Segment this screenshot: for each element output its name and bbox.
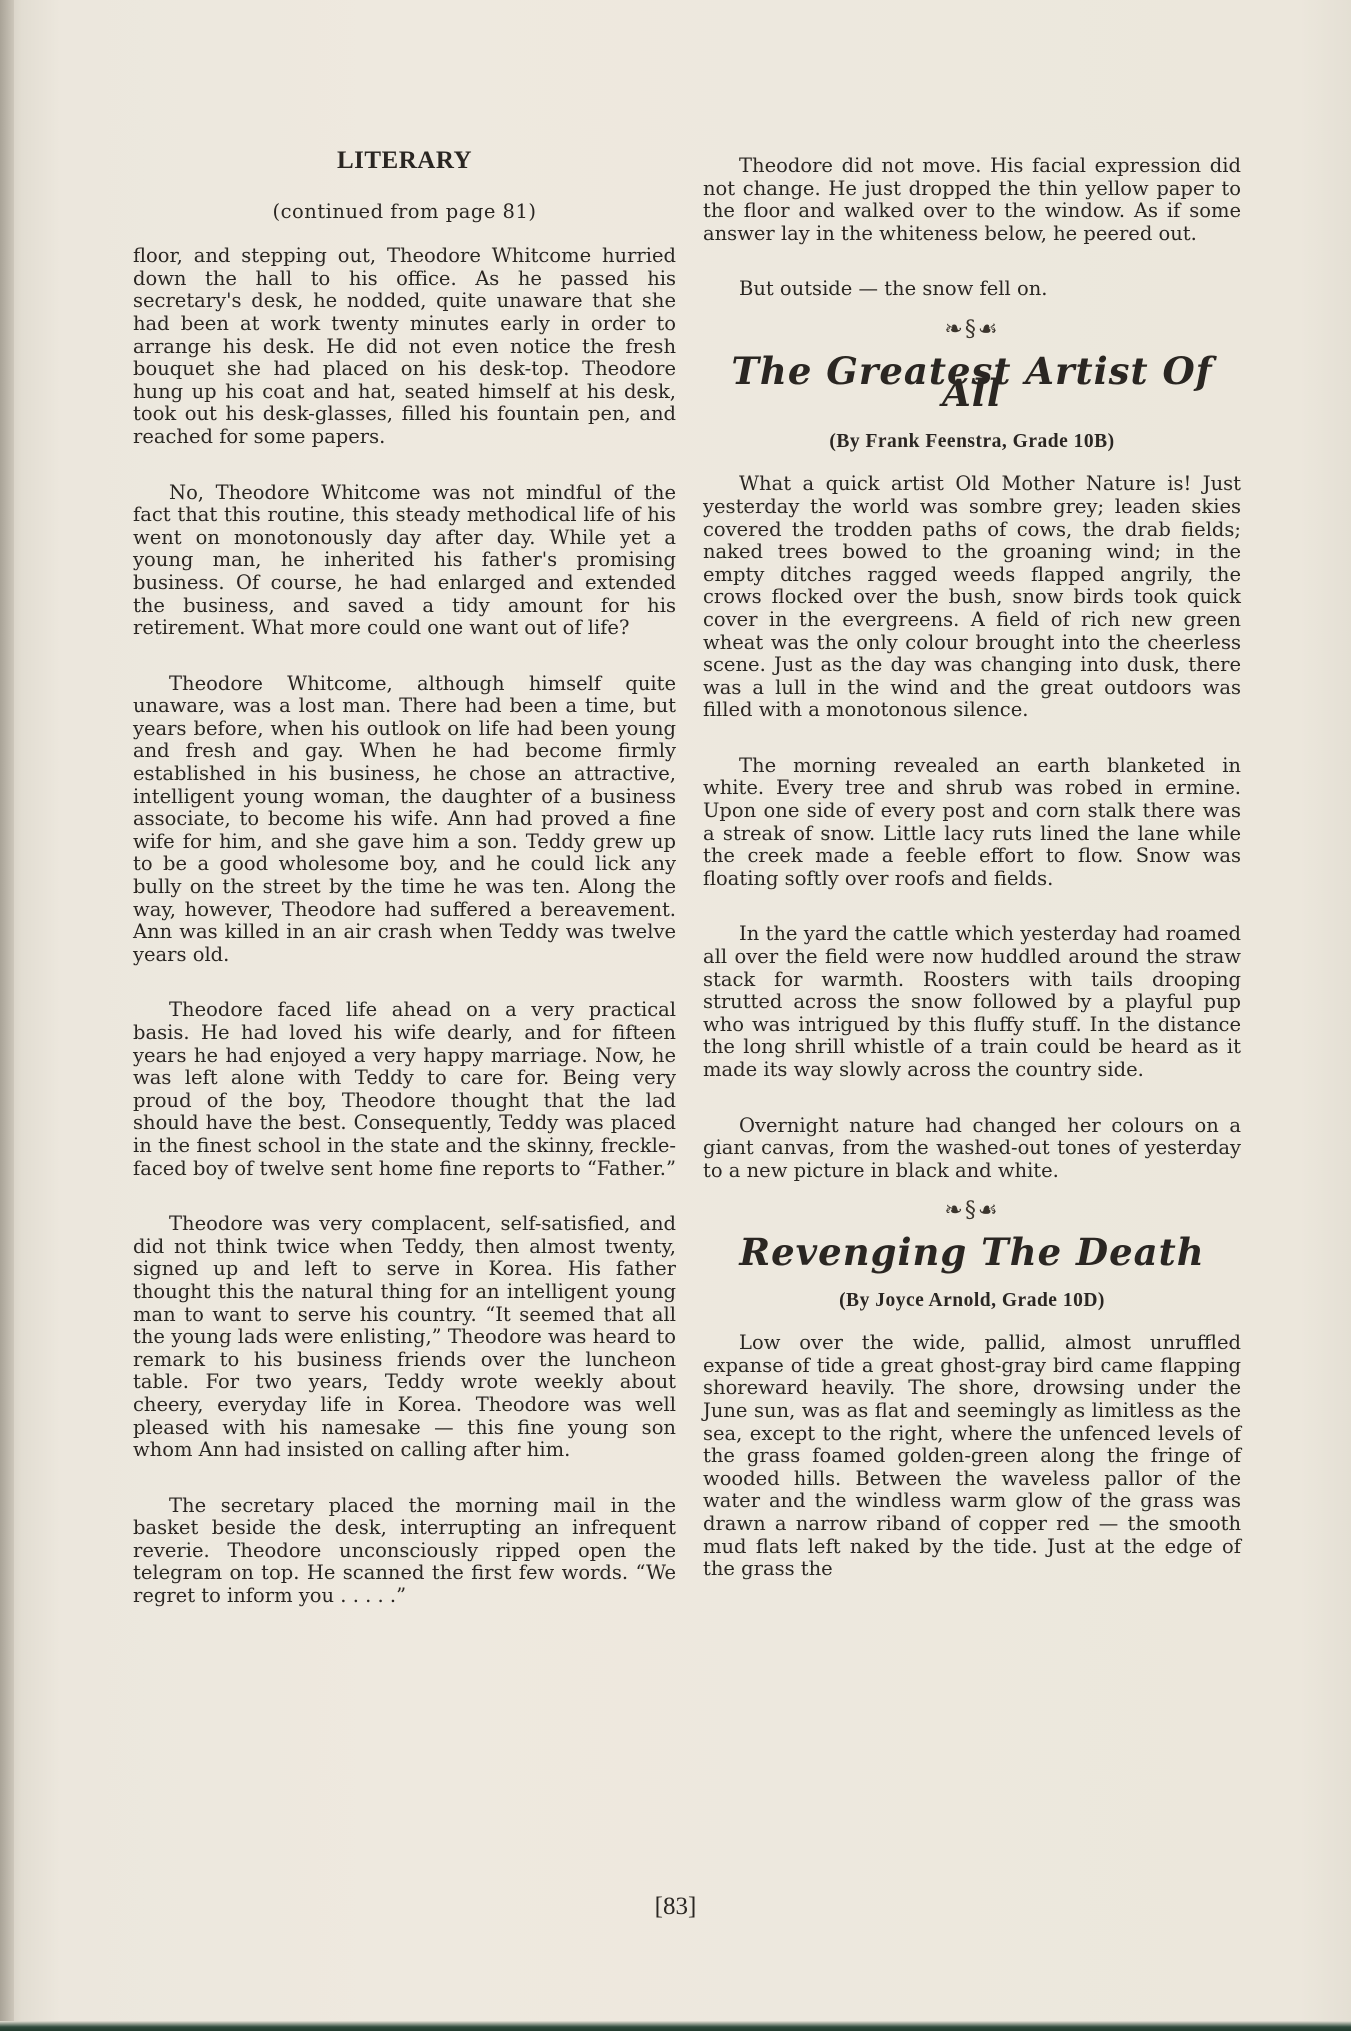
- left-column: [133, 147, 676, 1641]
- article-byline: (By Frank Feenstra, Grade 10B): [829, 430, 1115, 452]
- paragraph: Theodore did not move. His facial expression did not change. He just dropped the thin yellow paper to the floor and walked over to the window. As if some answer lay in the whiteness below, he peered out.: [703, 154, 1241, 245]
- section-heading: LITERARY: [336, 147, 473, 174]
- paragraph: Overnight nature had changed her colours on a giant canvas, from the washed-out tones of yesterday to a new picture in black and white.: [703, 1113, 1241, 1182]
- right-column: [703, 155, 1241, 1614]
- paragraph: The secretary placed the morning mail in the basket beside the desk, interrupting an infrequent reverie. Theodore unconsciously ripped open the telegram on top. He scanned the first few words. “We regret to inform you . . . . .”: [133, 1493, 676, 1608]
- page-number: [83]: [654, 1893, 697, 1920]
- paragraph: Low over the wide, pallid, almost unruffled expanse of tide a great ghost-gray bird came flapping shoreward heavily. The shore, drowsing under the June sun, was as flat and seemingly as limitless as the sea, except to the right, where the unfenced levels of the grass foamed golden-green along the fringe of wooded hills. Between the waveless pallor of the water and the windless warm glow of the grass was drawn a narrow riband of copper red — the smooth mud flats left naked by the tide. Just at the edge of the grass the: [703, 1331, 1241, 1581]
- paragraph: But outside — the snow fell on.: [739, 277, 1048, 301]
- continued-note: (continued from page 81): [272, 199, 537, 223]
- ornament-divider: ❧§☙: [944, 316, 1000, 342]
- paragraph: In the yard the cattle which yesterday had roamed all over the field were now huddled around the straw stack for warmth. Roosters with tails drooping strutted across the snow followed by a playful pup who was intrigued by this fluffy stuff. In the distance the long shrill whistle of a train could be heard as it made its way slowly across the country side.: [703, 922, 1241, 1081]
- paragraph: What a quick artist Old Mother Nature is! Just yesterday the world was sombre grey; leaden skies covered the trodden paths of cows, the drab fields; naked trees bowed to the groaning wind; in the empty ditches ragged weeds flapped angrily, the crows flocked over the bush, snow birds took quick cover in the evergreens. A field of rich new green wheat was the only colour brought into the cheerless scene. Just as the day was changing into dusk, there was a lull in the wind and the great outdoors was filled with a monotonous silence.: [703, 472, 1241, 722]
- paragraph: Theodore was very complacent, self-satisfied, and did not think twice when Teddy, then almost twenty, signed up and left to serve in Korea. His father thought this the natural thing for an intelligent young man to want to serve his country. “It seemed that all the young lads were enlisting,” Theodore was heard to remark to his business friends over the luncheon table. For two years, Teddy wrote weekly about cheery, everyday life in Korea. Theodore was well pleased with his namesake — this fine young son whom Ann had insisted on calling after him.: [133, 1212, 676, 1462]
- article-byline: (By Joyce Arnold, Grade 10D): [839, 1289, 1105, 1311]
- article-title: Revenging The Death: [739, 1229, 1205, 1274]
- ornament-divider: ❧§☙: [944, 1198, 1000, 1224]
- paragraph: No, Theodore Whitcome was not mindful of the fact that this routine, this steady methodical life of his went on monotonously day after day. While yet a young man, he inherited his father's promising business. Of course, he had enlarged and extended the business, and saved a tidy amount for his retirement. What more could one want out of life?: [133, 480, 676, 640]
- paragraph: Theodore faced life ahead on a very practical basis. He had loved his wife dearly, and for fifteen years he had enjoyed a very happy marriage. Now, he was left alone with Teddy to care for. Being very proud of the boy, Theodore thought that the lad should have the best. Consequently, Teddy was placed in the finest school in the state and the skinny, freckle-faced boy of twelve sent home fine reports to “Father.”: [133, 998, 676, 1180]
- paragraph: Theodore Whitcome, although himself quite unaware, was a lost man. There had been a time, but years before, when his outlook on life had been young and fresh and gay. When he had become firmly established in his business, he chose an attractive, intelligent young woman, the daughter of a business associate, to become his wife. Ann had proved a fine wife for him, and she gave him a son. Teddy grew up to be a good wholesome boy, and he could lick any bully on the street by the time he was ten. Along the way, however, Theodore had suffered a bereavement. Ann was killed in an air crash when Teddy was twelve years old.: [133, 671, 676, 966]
- paragraph: floor, and stepping out, Theodore Whitcome hurried down the hall to his office. As he passed his secretary's desk, he nodded, quite unaware that she had been at work twenty minutes early in order to arrange his desk. He did not even notice the fresh bouquet she had placed on his desk-top. Theodore hung up his coat and hat, seated himself at his desk, took out his desk-glasses, filled his fountain pen, and reached for some papers.: [133, 244, 676, 448]
- page-binding: [0, 0, 14, 2031]
- article-title: The Greatest Artist Of All: [731, 348, 1213, 416]
- paragraph: The morning revealed an earth blanketed in white. Every tree and shrub was robed in ermine. Upon one side of every post and corn stalk there was a streak of snow. Little lacy ruts lined the lane while the creek made a feeble effort to flow. Snow was floating softly over roofs and fields.: [703, 753, 1241, 890]
